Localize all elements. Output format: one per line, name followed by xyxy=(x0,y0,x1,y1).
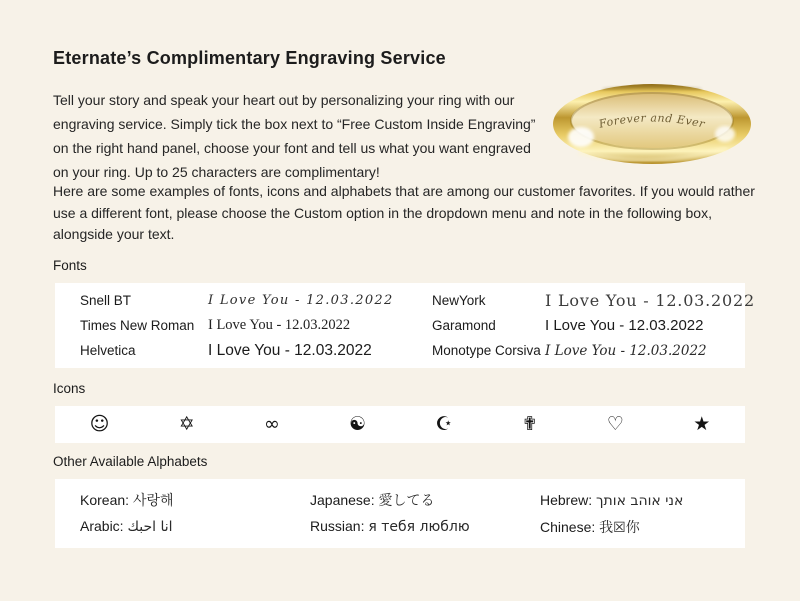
fonts-table xyxy=(55,283,755,368)
fonts-section-label: Fonts xyxy=(53,258,87,273)
ring-engraving-text: Forever and Ever xyxy=(597,111,707,131)
gold-ring-illustration xyxy=(551,82,753,166)
star-and-crescent-icon: ☪ xyxy=(435,413,453,435)
font-sample-helvetica: I Love You - 12.03.2022 xyxy=(208,341,372,359)
font-name: Snell BT xyxy=(80,293,132,308)
font-sample-snell-bt: I Love You - 12.03.2022 xyxy=(208,293,394,308)
alphabet-sample-text: אני אוהב אותך xyxy=(596,492,684,509)
alphabet-language-label: Arabic: xyxy=(80,518,124,535)
alphabet-sample-text: я тебя люблю xyxy=(368,519,470,536)
font-sample-times-new-roman: I Love You - 12.03.2022 xyxy=(208,317,351,333)
examples-paragraph: Here are some examples of fonts, icons and alphabets that are among our customer favorites. If you would rather use a different font, please choose the Custom option in the dropdown menu and note in the following box, alongside your text. xyxy=(53,183,755,242)
alphabet-chinese xyxy=(540,517,735,537)
yin-yang-icon: ☯ xyxy=(349,413,367,435)
infinity-icon: ∞ xyxy=(263,413,280,435)
font-name: Helvetica xyxy=(80,343,136,358)
alphabet-language-label: Chinese: xyxy=(540,518,596,535)
intro-paragraph: Tell your story and speak your heart out by personalizing your ring with our engraving service. Simply tick the box next to “Free Custom Inside Engraving” on the right hand panel, choose your font and tell us what you want engraved on your ring. Up to 25 characters are complimentary! xyxy=(53,92,536,180)
black-star-icon: ★ xyxy=(693,413,711,435)
alphabets-section-label: Other Available Alphabets xyxy=(53,454,208,469)
font-sample-garamond: I Love You - 12.03.2022 xyxy=(545,317,704,334)
page-title: Eternate’s Complimentary Engraving Service xyxy=(53,48,446,68)
font-sample-monotype-corsiva: I Love You - 12.03.2022 xyxy=(545,342,707,359)
heart-outline-icon: ♡ xyxy=(606,413,624,435)
alphabet-hebrew xyxy=(540,492,735,509)
alphabet-language-label: Korean: xyxy=(80,492,130,509)
alphabet-japanese xyxy=(310,490,540,510)
ring-highlight-left xyxy=(568,127,594,147)
alphabet-language-label: Japanese: xyxy=(310,492,375,509)
gold-ring-image xyxy=(551,82,753,166)
smiley-icon: ☺ xyxy=(89,413,110,435)
ring-highlight-right xyxy=(715,126,735,142)
font-name: Times New Roman xyxy=(80,318,195,333)
alphabets-table xyxy=(55,479,745,548)
alphabet-arabic xyxy=(80,518,310,535)
font-name: NewYork xyxy=(432,293,486,308)
alphabet-sample-text: انا احبك xyxy=(127,519,173,536)
alphabet-language-label: Hebrew: xyxy=(540,491,593,508)
star-of-david-icon: ✡ xyxy=(178,413,195,435)
alphabet-russian xyxy=(310,518,540,535)
alphabet-sample-text: 愛してる xyxy=(378,493,435,510)
icons-strip xyxy=(55,406,745,443)
font-name: Garamond xyxy=(432,318,496,333)
font-sample-newyork: I Love You - 12.03.2022 xyxy=(545,291,755,310)
alphabet-korean xyxy=(80,490,310,510)
font-name: Monotype Corsiva xyxy=(432,343,541,358)
alphabet-sample-text: 我☒你 xyxy=(599,519,640,536)
alphabet-sample-text: 사랑해 xyxy=(132,493,174,510)
outlined-cross-icon: ✟ xyxy=(521,413,538,435)
alphabet-language-label: Russian: xyxy=(310,518,365,535)
icons-section-label: Icons xyxy=(53,381,86,396)
